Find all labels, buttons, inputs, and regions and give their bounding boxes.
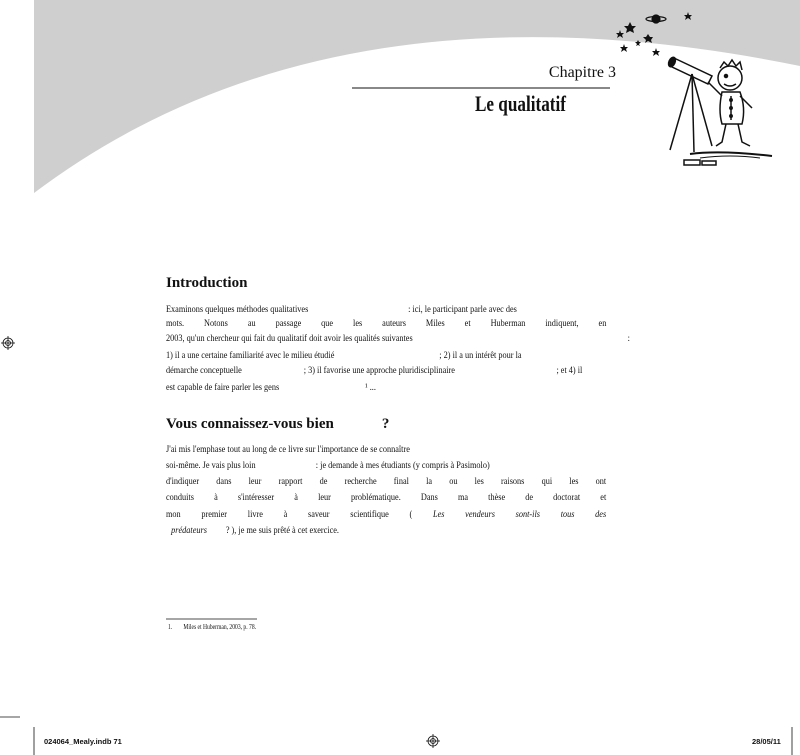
word: ou (449, 476, 458, 487)
word: auteurs (382, 318, 406, 329)
know-heading (166, 416, 389, 433)
intro-line-2 (166, 317, 606, 330)
text-span: ? ), je me suis prêté à cet exercice. (225, 525, 339, 536)
text-span: ; 3) il favorise une approche pluridisciplinaire (303, 365, 455, 376)
word: Huberman (490, 318, 526, 329)
word: et (464, 318, 471, 329)
know-line-2 (166, 459, 490, 472)
word: à (283, 509, 288, 520)
word: que (321, 318, 334, 329)
word: problématique. (351, 492, 401, 503)
know-line-6 (166, 524, 339, 537)
text-span: 2003, qu'un chercheur qui fait du qualitatif doit avoir les qualités suivantes (166, 333, 413, 344)
word: mots. (166, 318, 185, 329)
word: et (600, 492, 607, 503)
registration-mark-left-icon (1, 336, 15, 350)
intro-line-4 (166, 349, 522, 362)
text-span: J'ai mis l'emphase tout au long de ce livre sur l'importance de se connaître (166, 444, 410, 455)
intro-line-3 (166, 332, 630, 345)
word: mon (166, 509, 181, 520)
word: doctorat (553, 492, 581, 503)
book-title-word: prédateurs (171, 525, 207, 536)
word: Notons (204, 318, 228, 329)
text-span: est capable de faire parler les gens (166, 382, 280, 393)
word: ( (409, 509, 413, 520)
word: les (569, 476, 579, 487)
text-span: démarche conceptuelle (166, 365, 242, 376)
footnote-number: 1. (168, 623, 173, 631)
book-title-word: Les (432, 509, 445, 520)
know-heading-question: ? (381, 416, 390, 432)
word: passage (275, 318, 302, 329)
word: ma (457, 492, 469, 503)
know-line-1 (166, 443, 410, 456)
chapter-title: Le qualitatif (474, 91, 566, 116)
word: au (247, 318, 256, 329)
chapter-label: Chapitre 3 (548, 64, 616, 81)
book-title-word: des (595, 509, 607, 520)
word: les (474, 476, 484, 487)
footer-date: 28/05/11 (752, 737, 781, 746)
book-title-word: tous (560, 509, 575, 520)
footnote (168, 623, 256, 631)
word: à (214, 492, 218, 503)
word: les (353, 318, 363, 329)
word: ont (595, 476, 607, 487)
word: recherche (344, 476, 377, 487)
word: d'indiquer (166, 476, 200, 487)
word: en (598, 318, 607, 329)
word: la (426, 476, 433, 487)
book-title-word: vendeurs (465, 509, 495, 520)
text-span: Examinons quelques méthodes qualitatives (166, 304, 309, 315)
word: raisons (501, 476, 525, 487)
book-title-word: sont-ils (515, 509, 540, 520)
word: de (525, 492, 534, 503)
footnote-text: Miles et Huberman, 2003, p. 78. (183, 623, 257, 631)
word: rapport (278, 476, 303, 487)
word: à (294, 492, 298, 503)
word: leur (318, 492, 331, 503)
know-heading-text: Vous connaissez-vous bien (166, 416, 334, 432)
word: Dans (420, 492, 438, 503)
word: s'intéresser (237, 492, 275, 503)
intro-line-1 (166, 303, 517, 316)
word: de (319, 476, 328, 487)
text-span: 1) il a une certaine familiarité avec le milieu étudié (166, 350, 335, 361)
word: Miles (425, 318, 445, 329)
intro-line-6 (166, 381, 376, 394)
word: indiquent, (545, 318, 579, 329)
word: premier (201, 509, 228, 520)
text-span: : je demande à mes étudiants (y compris à Pasimolo) (315, 460, 490, 471)
know-line-3 (166, 475, 606, 488)
word: saveur (308, 509, 330, 520)
know-line-5 (166, 508, 606, 521)
footer-filename: 024064_Mealy.indb 71 (44, 737, 122, 746)
crop-marks (0, 717, 792, 755)
text-span: : ici, le participant parle avec des (408, 304, 517, 315)
text-span: soi-même. Je vais plus loin (166, 460, 256, 471)
word: final (393, 476, 409, 487)
word: conduits (166, 492, 194, 503)
text-span: ; 2) il a un intérêt pour la (439, 350, 522, 361)
word: scientifique (350, 509, 389, 520)
text-span: ¹ ... (365, 382, 376, 393)
intro-line-5 (166, 364, 582, 377)
astronomer-illustration-icon (667, 56, 772, 165)
word: livre (247, 509, 263, 520)
text-span: : (627, 333, 630, 344)
word: qui (541, 476, 553, 487)
intro-heading: Introduction (166, 275, 248, 291)
registration-mark-bottom-icon (426, 734, 440, 748)
word: dans (216, 476, 232, 487)
text-span: ; et 4) il (556, 365, 583, 376)
word: leur (248, 476, 262, 487)
know-line-4 (166, 491, 606, 504)
word: thèse (488, 492, 506, 503)
